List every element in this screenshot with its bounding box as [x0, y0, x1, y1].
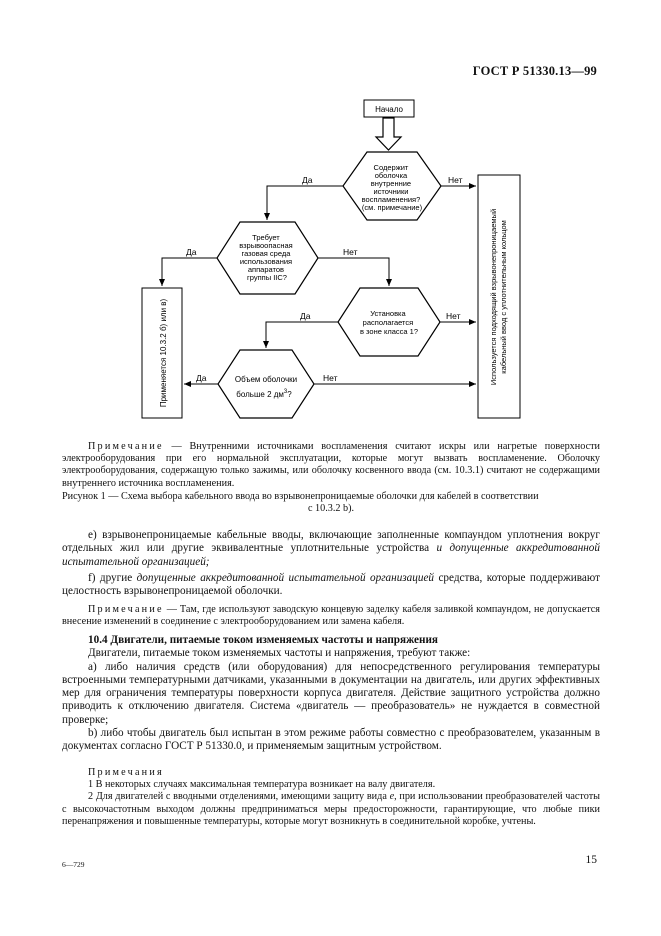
footer-code: 6—729	[62, 860, 85, 869]
section-item-a: a) либо наличия средств (или оборудования) для непосредственного регулирования температуры встроенными температурными датчиками, указанными в документации на двигатель, или других эффективных мер для ограничения температуры поверхности корпуса двигателя. Действие защитного устройства должно приводить к отключению двигателя. Система «двигатель — преобразователь» не нуждается в совместной проверке;	[62, 660, 600, 726]
q3-yes: Да	[300, 311, 311, 321]
q4-no: Нет	[323, 373, 338, 383]
right-result-text-2: кабельный ввод с уплотнительным кольцом	[499, 220, 508, 374]
notes-block: Примечания 1 В некоторых случаях максимальная температура возникает на валу двигателя. 2 Для двигателей с вводными отделениями, имеющими защиту вида e, при использовании преобразователей частоты с высокочастотным выходом должны предприниматься меры предосторожности, гарантирующие, что любые пики перенапряжения и повышенные температуры, которые могут возникнуть в соединительной коробке, учтены.	[62, 767, 601, 827]
document-code: ГОСТ Р 51330.13—99	[472, 64, 597, 78]
left-result-text: Применяется 10.3.2 б) или в)	[159, 298, 168, 408]
section-10-4	[62, 634, 600, 754]
decision-volume	[218, 350, 314, 418]
q2-yes: Да	[186, 247, 197, 257]
note-label: Примечание	[88, 441, 164, 452]
q1-yes: Да	[302, 175, 313, 185]
page-number: 15	[585, 854, 597, 866]
figure-note	[62, 441, 600, 490]
start-arrow	[376, 118, 401, 150]
start-label: Начало	[375, 105, 403, 114]
section-item-b: b) либо чтобы двигатель был испытан в этом режиме работы совместно с преобразователем, указанным в документах согласно ГОСТ Р 51330.0, и применяемым защитным устройством.	[62, 727, 600, 753]
figure-caption	[62, 491, 600, 515]
q2-text: Требует взрывоопасная газовая среда использования аппаратов группы IIС?	[239, 233, 293, 282]
q1-text: Содержит оболочка внутренние источники воспламенения? (см. примечание)	[361, 163, 423, 212]
caption-line-1: Рисунок 1 — Схема выбора кабельного ввода во взрывонепроницаемые оболочки для кабелей в соответствии	[62, 491, 539, 502]
section-intro: Двигатели, питаемые током изменяемых частоты и напряжения, требуют также:	[88, 647, 471, 660]
q4-yes: Да	[196, 373, 207, 383]
q3-text: Установка располагается в зоне класса 1?	[359, 309, 419, 336]
note-1-text: 1 В некоторых случаях максимальная температура возникает на валу двигателя.	[88, 779, 436, 791]
q2-no: Нет	[343, 247, 358, 257]
q4-line1: Объем оболочки	[234, 375, 298, 384]
q3-no: Нет	[446, 311, 461, 321]
caption-line-2: с 10.3.2 b).	[307, 503, 355, 515]
right-result-text-1: Используется подходящий взрывонепроницаемый	[489, 208, 498, 386]
note-2: Примечание — Там, где используют заводскую концевую заделку кабеля заливкой компаундом, не допускается внесение изменений в соединение с электрооборудованием или замена кабеля.	[62, 604, 600, 628]
section-heading: 10.4 Двигатели, питаемые током изменяемых частоты и напряжения	[88, 634, 438, 646]
item-f: f) другие допущенные аккредитованной испытательной организацией средства, которые поддерживают целостность взрывонепроницаемой оболочки.	[62, 572, 600, 598]
item-e: e) взрывонепроницаемые кабельные вводы, включающие заполненные компаундом уплотнения вокруг отдельных жил или другие эквивалентные уплотнительные устройства и допущенные аккредитованной испытательной организацией;	[62, 529, 600, 568]
notes-label: Примечания	[88, 767, 164, 778]
note-text: — Внутренними источниками воспламенения считают искры или нагретые поверхности электрооборудования при его нормальной эксплуатации, которые могут вызвать воспламенение. Оболочку электрооборудования, содержащую только зажимы, или оболочку косвенного ввода (см. 10.3.1) считают не содержащими внутреннего источника воспламенения.	[62, 441, 600, 489]
q4-line2: больше 2 $дм^3$?	[236, 389, 292, 399]
q1-no: Нет	[448, 175, 463, 185]
flowchart	[0, 0, 661, 440]
